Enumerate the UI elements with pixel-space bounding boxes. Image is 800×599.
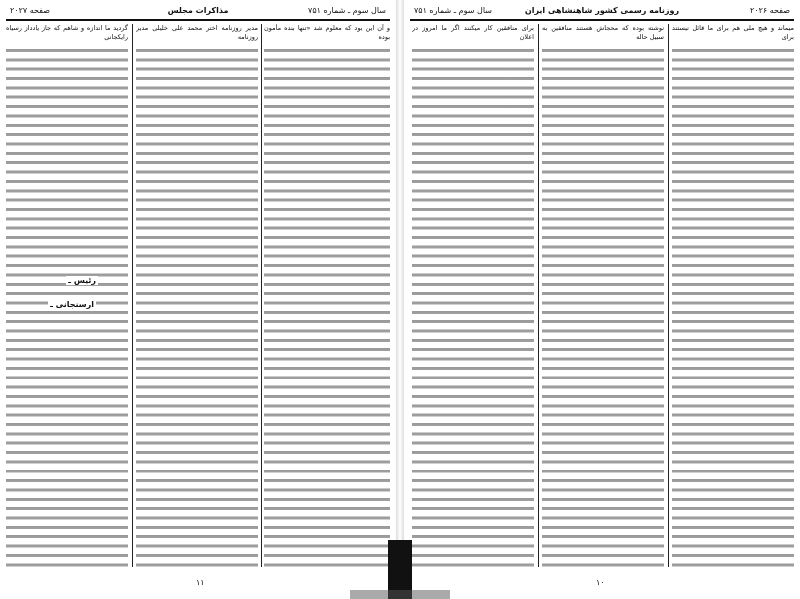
text-column	[264, 24, 390, 569]
text-lines	[136, 46, 258, 569]
text-column	[672, 24, 794, 569]
speaker-heading: ارسنجانی ـ	[50, 300, 94, 309]
page-label: صفحه ۲۰۲۷	[10, 6, 51, 15]
text-lines	[672, 46, 794, 569]
column-text: گردید ما اندازه و شاهم که جاز یادداز رسیاه رایکجانی	[6, 24, 128, 42]
right-page	[404, 0, 800, 599]
page-label: صفحه ۲۰۲۶	[749, 6, 790, 15]
column-divider	[668, 24, 669, 567]
text-column	[542, 24, 664, 569]
column-text: میماند و هیچ ملی هم برای ما قائل نیستند برای	[672, 24, 794, 42]
issue-number: سال سوم ـ شماره ۷۵۱	[308, 6, 386, 15]
issue-number: سال سوم ـ شماره ۷۵۱	[414, 6, 492, 15]
book-spine	[396, 0, 404, 540]
section-title: مذاکرات مجلس	[167, 6, 229, 15]
column-text: و آن این بود که معلوم شد «تنها بنده مأمون بوده	[264, 24, 390, 42]
column-text: مدیر روزنامه اختر محمد علی خلیلی مدیر روزنامه	[136, 24, 258, 42]
speaker-heading: رئیس ـ	[68, 276, 96, 285]
left-page	[0, 0, 396, 599]
column-text: نوشته بوده که محجاش هستند منافقین به سبیل حاله	[542, 24, 664, 42]
header-rule	[6, 19, 390, 21]
column-divider	[261, 24, 262, 567]
scan-shadow	[350, 590, 450, 599]
newspaper-title: روزنامه رسمی کشور شاهنشاهی ایران	[524, 6, 680, 15]
page-number: ۱۱	[196, 578, 205, 587]
page-header	[6, 4, 390, 18]
text-lines	[412, 46, 534, 569]
text-column	[412, 24, 534, 569]
text-column	[136, 24, 258, 569]
page-number: ۱۰	[596, 578, 605, 587]
text-lines	[542, 46, 664, 569]
header-rule	[410, 19, 794, 21]
column-text: برای منافقین کار میکنند اگر ما امروز در اعلان	[412, 24, 534, 42]
column-divider	[538, 24, 539, 567]
text-column	[6, 24, 128, 569]
page-header	[410, 4, 794, 18]
column-divider	[132, 24, 133, 567]
text-lines	[264, 46, 390, 569]
